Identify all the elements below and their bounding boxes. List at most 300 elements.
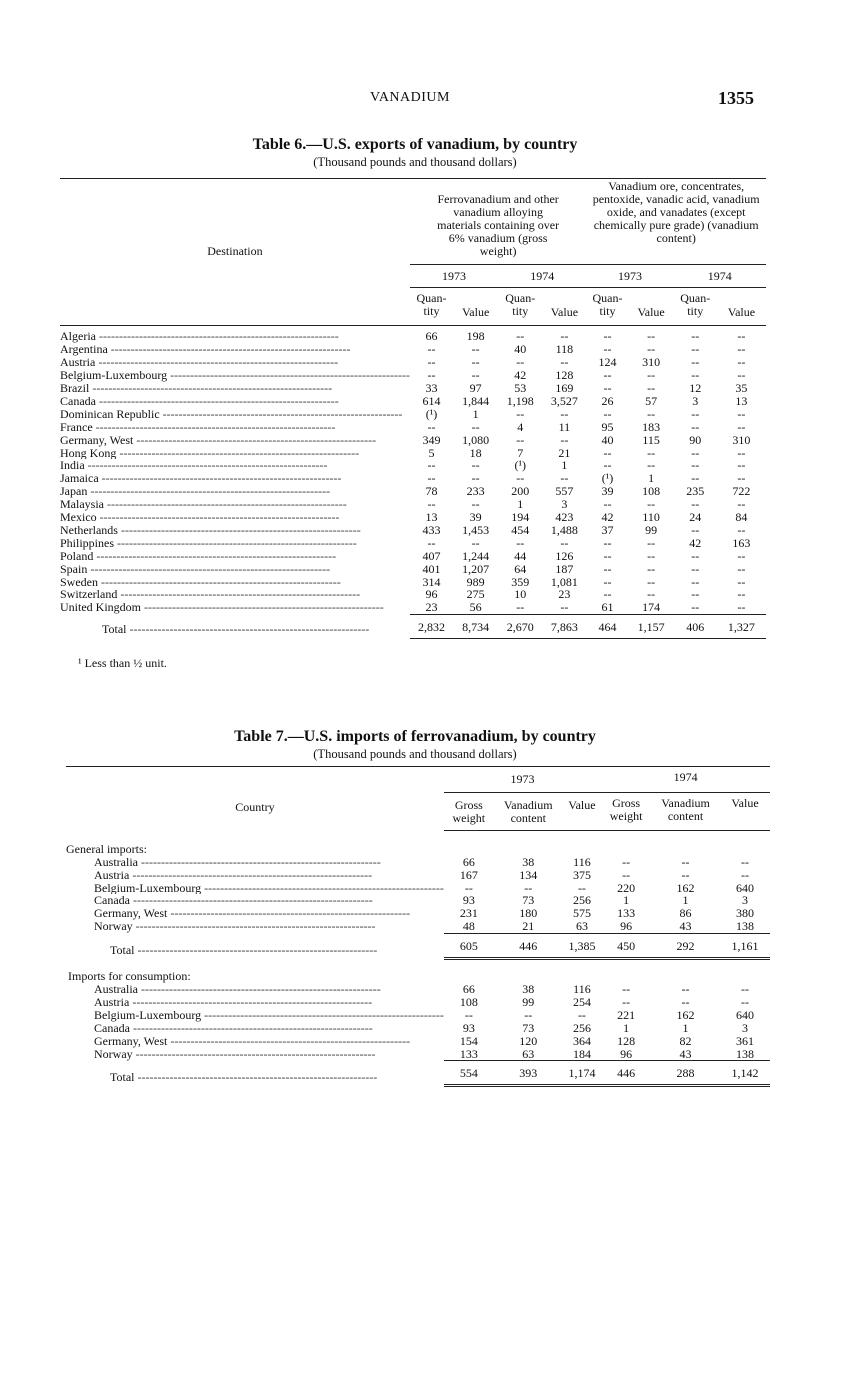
table-cell: 118 [555, 342, 574, 357]
table-cell: -- [741, 994, 749, 1009]
table-cell: 21 [522, 919, 535, 934]
table-cell: -- [603, 342, 612, 357]
row-label [66, 1022, 444, 1035]
t7-year-1973: 1973 [444, 767, 601, 793]
table-cell: 21 [558, 445, 571, 460]
table-cell: -- [737, 600, 746, 615]
t6-col-value: Value [717, 288, 766, 326]
table-cell: 1,844 [462, 393, 490, 408]
table-cell: -- [691, 600, 700, 615]
leader-dots: ------------------------------------------------------------ [201, 881, 444, 895]
table-cell: -- [737, 445, 746, 460]
table-cell: -- [471, 535, 480, 550]
table-cell: 33 [425, 380, 438, 395]
t6-year-1974-b: 1974 [674, 264, 766, 288]
table-cell: 1,161 [720, 934, 770, 959]
row-label [60, 356, 410, 369]
table-cell: -- [560, 600, 569, 615]
table-cell: 167 [459, 867, 478, 882]
table-cell: 575 [572, 906, 591, 921]
table-row [60, 330, 766, 343]
table-cell: 18 [469, 445, 482, 460]
section-heading-row [66, 959, 770, 983]
row-label [60, 537, 410, 550]
table-cell: 256 [572, 1020, 591, 1035]
running-title: VANADIUM [370, 90, 450, 105]
table-cell: 162 [676, 1007, 695, 1022]
table-cell: 134 [519, 867, 538, 882]
table-cell: -- [603, 548, 612, 563]
table-cell: -- [737, 497, 746, 512]
table-cell: 446 [601, 1061, 651, 1086]
table-cell: 163 [732, 535, 751, 550]
table-cell: 1,080 [462, 432, 490, 447]
table-cell: -- [691, 561, 700, 576]
leader-dots: ------------------------------------------------------------ [167, 369, 410, 382]
table-cell: 56 [469, 600, 482, 615]
table-cell: -- [681, 994, 690, 1009]
table-row [60, 472, 766, 485]
table-cell: -- [464, 1007, 473, 1022]
leader-dots: ------------------------------------------------------------ [167, 907, 411, 921]
country-name: Germany, West [94, 907, 168, 921]
row-label [60, 563, 410, 576]
table-cell: 4 [517, 419, 524, 434]
t6-col-value: Value [453, 288, 498, 326]
table-cell: -- [622, 867, 631, 882]
table-cell: -- [647, 535, 656, 550]
country-name: Belgium-Luxembourg [94, 881, 202, 895]
table-cell: 97 [469, 380, 482, 395]
table-cell: -- [427, 419, 436, 434]
table-row [60, 601, 766, 614]
table-cell: 61 [601, 600, 614, 615]
table-cell: 84 [735, 510, 748, 525]
table-cell: -- [681, 867, 690, 882]
table-cell: -- [516, 329, 525, 344]
leader-dots: ------------------------------------------------------------ [89, 381, 333, 395]
table-cell: 235 [686, 484, 705, 499]
table-cell: -- [560, 329, 569, 344]
row-label [60, 576, 410, 589]
table-cell: -- [471, 458, 480, 473]
table-cell: -- [622, 854, 631, 869]
row-label [60, 434, 410, 447]
table-cell: 23 [425, 600, 438, 615]
t7-col-gross: Gross weight [444, 792, 494, 830]
table-cell: (¹) [601, 471, 614, 486]
table-cell: 37 [601, 522, 614, 537]
row-label [60, 601, 410, 614]
leader-dots: ------------------------------------------------------------ [141, 601, 384, 615]
table-cell: 110 [642, 510, 660, 525]
table-cell: 154 [459, 1033, 478, 1048]
leader-dots: ------------------------------------------------------------ [159, 407, 403, 421]
table-cell: 359 [511, 574, 530, 589]
table-cell: -- [647, 368, 656, 383]
table7-subtitle: (Thousand pounds and thousand dollars) [313, 747, 517, 761]
t7-col-value: Value [563, 792, 601, 830]
leader-dots: ------------------------------------------------------------ [84, 459, 328, 473]
country-name: Canada [94, 1021, 130, 1035]
leader-dots: ------------------------------------------------------------ [117, 588, 361, 602]
table-cell: 1,174 [563, 1061, 601, 1086]
table-cell: 26 [601, 393, 614, 408]
country-name: Germany, West [94, 1034, 168, 1048]
table-cell: -- [681, 854, 690, 869]
total-row [66, 1061, 770, 1086]
table-cell: 73 [522, 893, 535, 908]
table-cell: 5 [428, 445, 435, 460]
leader-dots: ------------------------------------------------------------ [138, 855, 381, 869]
table-cell: 183 [642, 419, 661, 434]
table-cell: -- [427, 368, 436, 383]
country-name: Switzerland [60, 588, 118, 602]
table-row [66, 1022, 770, 1035]
leader-dots: ------------------------------------------------------------ [92, 420, 336, 434]
table-cell: -- [737, 458, 746, 473]
ferrovanadium-group-header: Ferrovanadium and other vanadium alloying materials containing over 6% vanadium (gross weight) [410, 179, 587, 264]
table-cell: 93 [462, 893, 475, 908]
t6-year-1974-a: 1974 [498, 264, 586, 288]
leader-dots: ------------------------------------------------------------ [95, 356, 339, 370]
table-row [60, 382, 766, 395]
leader-dots: ------------------------------------------------------------ [95, 394, 339, 408]
table-cell: 256 [572, 893, 591, 908]
country-name: Algeria [60, 330, 96, 344]
table-cell: 1 [682, 893, 689, 908]
leader-dots: ------------------------------------------------------------ [116, 446, 360, 460]
table-cell: -- [516, 355, 525, 370]
table-cell: -- [603, 406, 612, 421]
table-cell: 133 [459, 1046, 478, 1061]
table-cell: -- [603, 587, 612, 602]
row-label [60, 421, 410, 434]
table-cell: 198 [466, 329, 485, 344]
table-cell: 1,327 [717, 615, 766, 639]
t6-col-value: Value [629, 288, 674, 326]
t6-col-value: Value [542, 288, 586, 326]
country-name: Argentina [60, 343, 108, 357]
table-cell: 349 [422, 432, 441, 447]
country-header: Country [66, 767, 444, 831]
table-cell: 96 [425, 587, 438, 602]
row-label [60, 343, 410, 356]
table-row [60, 356, 766, 369]
table-cell: 99 [645, 522, 658, 537]
table-cell: 120 [519, 1033, 538, 1048]
row-label [66, 1048, 444, 1061]
table-row [66, 983, 770, 996]
table-cell: 66 [462, 981, 475, 996]
table-row [60, 459, 766, 472]
table-cell: 2,832 [410, 615, 453, 639]
table-cell: -- [516, 406, 525, 421]
table6-footnote: ¹ Less than ½ unit. [78, 656, 167, 670]
table-cell: -- [691, 342, 700, 357]
table-cell: -- [647, 497, 656, 512]
table-row [66, 907, 770, 920]
table-cell: 1 [472, 406, 479, 421]
table-row [66, 1035, 770, 1048]
table-cell: 108 [642, 484, 661, 499]
row-label [60, 485, 410, 498]
leader-dots: ------------------------------------------------------------ [132, 1047, 376, 1061]
table-cell: -- [560, 432, 569, 447]
table-cell: 361 [736, 1033, 754, 1048]
table-cell: 380 [736, 906, 754, 921]
table-cell: -- [622, 994, 631, 1009]
table-cell: -- [691, 419, 700, 434]
table-cell: 3 [692, 393, 699, 408]
table-cell: 39 [469, 510, 482, 525]
row-label [66, 983, 444, 996]
table-cell: -- [427, 471, 436, 486]
table-cell: 407 [422, 548, 441, 563]
table-cell: 116 [573, 981, 591, 996]
table-row [60, 447, 766, 460]
table-cell: 393 [494, 1061, 563, 1086]
row-label [66, 869, 444, 882]
table-cell: 989 [466, 574, 485, 589]
table-row [60, 485, 766, 498]
table-cell: 99 [522, 994, 535, 1009]
table-cell: -- [516, 600, 525, 615]
table-cell: -- [691, 445, 700, 460]
row-label [60, 395, 410, 408]
table-cell: 43 [679, 1046, 692, 1061]
table-cell: -- [471, 368, 480, 383]
table-cell: 1,207 [462, 561, 490, 576]
leader-dots: ------------------------------------------------------------ [134, 1069, 378, 1084]
table-cell: 138 [736, 1046, 754, 1061]
table-cell: -- [560, 535, 569, 550]
row-label [60, 472, 410, 485]
table-cell: -- [691, 329, 700, 344]
section-heading-row [66, 830, 770, 855]
country-name: Poland [60, 549, 94, 563]
table-cell: 128 [555, 368, 574, 383]
table-row [66, 882, 770, 895]
table-cell: -- [737, 561, 746, 576]
destination-header: Destination [60, 179, 410, 265]
table-row [60, 588, 766, 601]
leader-dots: ------------------------------------------------------------ [104, 498, 347, 512]
table-cell: -- [681, 981, 690, 996]
country-name: France [60, 420, 93, 434]
country-name: Total [110, 1069, 135, 1084]
table-cell: 464 [586, 615, 628, 639]
table-cell: 169 [555, 380, 574, 395]
table-cell: -- [647, 561, 656, 576]
t6-col-quantity: Quan- tity [410, 288, 453, 326]
table-cell: 605 [444, 934, 494, 959]
table-row [60, 524, 766, 537]
row-label [60, 588, 410, 601]
table-row [60, 576, 766, 589]
table-cell: 40 [514, 342, 527, 357]
leader-dots: ------------------------------------------------------------ [134, 942, 378, 957]
leader-dots: ------------------------------------------------------------ [201, 1008, 444, 1022]
table-cell: 2,670 [498, 615, 542, 639]
country-name: Belgium-Luxembourg [94, 1008, 202, 1022]
table-cell: 12 [689, 380, 702, 395]
row-label [60, 369, 410, 382]
table-cell: 406 [674, 615, 717, 639]
table-cell: 1 [682, 1020, 689, 1035]
row-label [60, 550, 410, 563]
table-cell: 82 [679, 1033, 692, 1048]
table-cell: 375 [572, 867, 591, 882]
table-cell: -- [647, 574, 656, 589]
country-name: United Kingdom [60, 601, 141, 615]
country-name: Australia [94, 855, 138, 869]
table-cell: -- [603, 445, 612, 460]
table-cell: 42 [514, 368, 527, 383]
table-cell: 3 [561, 497, 568, 512]
table-cell: 96 [620, 919, 633, 934]
table-row [60, 421, 766, 434]
country-name: Philippines [60, 536, 115, 550]
row-label [60, 459, 410, 472]
table-cell: 1,142 [720, 1061, 770, 1086]
t6-col-quantity: Quan- tity [586, 288, 628, 326]
total-row [60, 615, 766, 639]
row-label [66, 882, 444, 895]
table-cell: 8,734 [453, 615, 498, 639]
table-cell: (¹) [514, 458, 527, 473]
table6-subtitle: (Thousand pounds and thousand dollars) [313, 155, 517, 169]
table-cell: 93 [462, 1020, 475, 1035]
table-cell: -- [647, 329, 656, 344]
table-cell: -- [737, 419, 746, 434]
table-row [60, 343, 766, 356]
leader-dots: ------------------------------------------------------------ [95, 330, 339, 344]
table-cell: -- [737, 406, 746, 421]
table-cell: 73 [522, 1020, 535, 1035]
table-cell: 446 [494, 934, 563, 959]
table-cell: 96 [620, 1046, 633, 1061]
table-row [66, 1048, 770, 1061]
page-number: 1355 [718, 88, 754, 108]
section-heading: Imports for consumption: [68, 969, 191, 984]
table-cell: 57 [645, 393, 658, 408]
country-name: Hong Kong [60, 446, 117, 460]
table-row [60, 550, 766, 563]
country-name: Malaysia [60, 498, 104, 512]
row-label [60, 330, 410, 343]
table-cell: -- [427, 535, 436, 550]
section-heading: General imports: [66, 841, 147, 856]
leader-dots: ------------------------------------------------------------ [98, 472, 342, 486]
table-cell: -- [427, 497, 436, 512]
table-cell: 35 [735, 380, 748, 395]
table-cell: -- [647, 587, 656, 602]
table-cell: 454 [511, 522, 530, 537]
table-cell: -- [560, 355, 569, 370]
table-cell: -- [622, 981, 631, 996]
row-label [60, 408, 410, 421]
table-cell: 116 [573, 854, 591, 869]
table-cell: -- [471, 355, 480, 370]
table-cell: 13 [735, 393, 748, 408]
country-name: Norway [94, 1047, 133, 1061]
table-cell: -- [603, 458, 612, 473]
table-cell: 1 [517, 497, 524, 512]
table-cell: 640 [736, 1007, 754, 1022]
table-cell: 48 [462, 919, 475, 934]
table-cell: -- [737, 522, 746, 537]
country-name: Australia [94, 982, 138, 996]
table-cell: 138 [736, 919, 754, 934]
table-cell: 23 [558, 587, 571, 602]
table-cell: 128 [617, 1033, 636, 1048]
table-cell: -- [427, 458, 436, 473]
table-cell: -- [691, 587, 700, 602]
country-name: Canada [60, 394, 96, 408]
t7-col-value: Value [720, 792, 770, 830]
table-cell: -- [691, 548, 700, 563]
country-name: Japan [60, 485, 88, 499]
table-cell: -- [737, 574, 746, 589]
table-cell: 557 [555, 484, 574, 499]
table-cell: 3 [742, 1020, 748, 1035]
table-cell: 314 [422, 574, 441, 589]
leader-dots: ------------------------------------------------------------ [129, 995, 373, 1009]
table-cell: 38 [522, 854, 535, 869]
table-cell: 13 [425, 510, 438, 525]
table-cell: 86 [679, 906, 692, 921]
table-cell: -- [737, 329, 746, 344]
table-cell: -- [471, 419, 480, 434]
table-cell: -- [741, 854, 749, 869]
table-cell: 90 [689, 432, 702, 447]
row-label [66, 1035, 444, 1048]
row-label [60, 382, 410, 395]
leader-dots: ------------------------------------------------------------ [117, 523, 361, 537]
table-cell: 133 [617, 906, 636, 921]
table-cell: -- [691, 458, 700, 473]
table-cell: 108 [459, 994, 478, 1009]
table-cell: -- [603, 368, 612, 383]
table-cell: -- [577, 1007, 586, 1022]
leader-dots: ------------------------------------------------------------ [129, 868, 373, 882]
table-cell: 1,198 [506, 393, 534, 408]
table-row [60, 369, 766, 382]
table-cell: 640 [736, 880, 754, 895]
country-name: Netherlands [60, 523, 118, 537]
row-label [60, 498, 410, 511]
table-cell: -- [603, 380, 612, 395]
table-cell: -- [603, 329, 612, 344]
leader-dots: ------------------------------------------------------------ [138, 982, 381, 996]
table-cell: 10 [514, 587, 527, 602]
table-cell: -- [560, 471, 569, 486]
table7-caption [0, 728, 830, 762]
leader-dots: ------------------------------------------------------------ [133, 433, 377, 447]
table-cell: -- [516, 432, 525, 447]
table-row [60, 511, 766, 524]
table-cell: -- [691, 574, 700, 589]
table-cell: 40 [601, 432, 614, 447]
country-name: Belgium-Luxembourg [60, 369, 168, 382]
table7 [66, 766, 770, 1087]
table-cell: -- [524, 1007, 533, 1022]
table-cell: -- [647, 548, 656, 563]
table-cell: 614 [422, 393, 441, 408]
table-cell: -- [647, 458, 656, 473]
table-cell: 44 [514, 548, 527, 563]
